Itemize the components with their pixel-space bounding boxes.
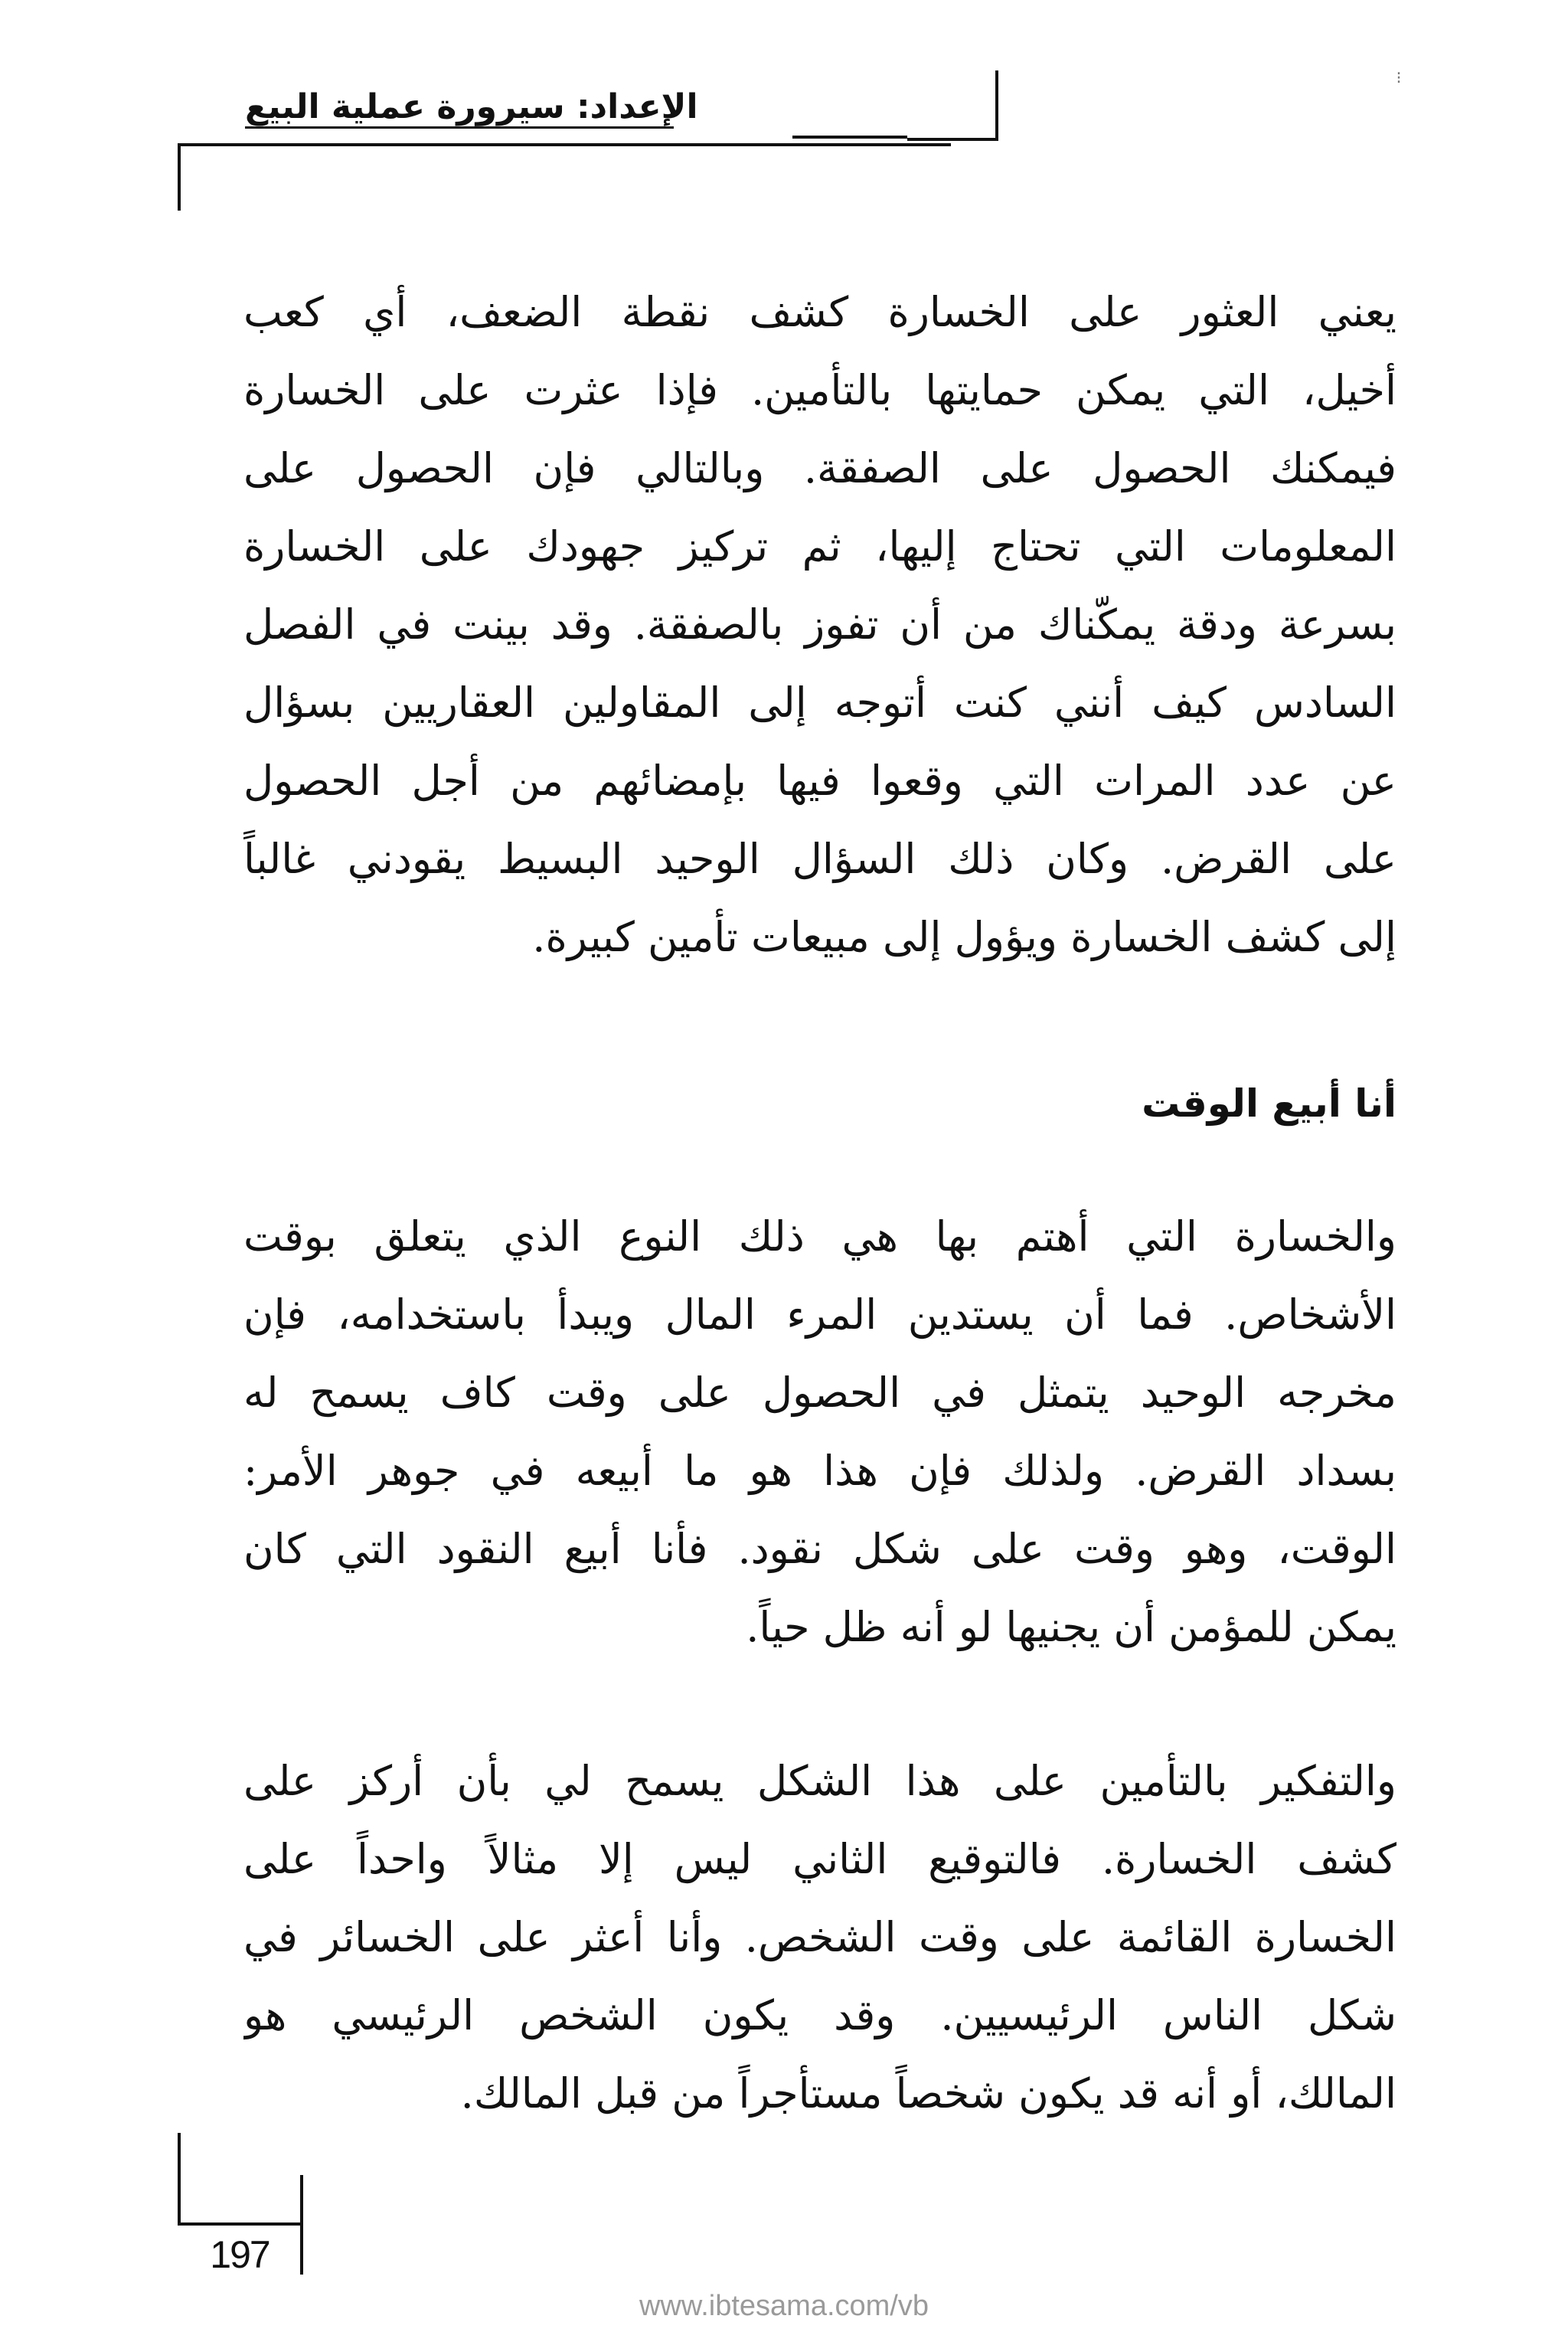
header-rule-right — [907, 138, 998, 141]
text-line: يمكن للمؤمن أن يجنيها لو أنه ظل حياً. — [746, 1603, 1396, 1651]
header-rule-segment — [792, 136, 907, 139]
page-number: 197 — [210, 2233, 270, 2276]
text-line: الوقت، وهو وقت على شكل نقود. فأنا أبيع النقود التي كان — [243, 1525, 1396, 1573]
margin-mark: ⁝ — [1396, 69, 1402, 88]
text-line: إلى كشف الخسارة ويؤول إلى مبيعات تأمين كبيرة. — [532, 913, 1396, 961]
paragraph-2 — [243, 1198, 1396, 1666]
watermark-url: www.ibtesama.com/vb — [639, 2290, 929, 2322]
section-heading: أنا أبيع الوقت — [1142, 1081, 1396, 1126]
text-line: السادس كيف أنني كنت أتوجه إلى المقاولين العقاريين بسؤال — [243, 679, 1396, 727]
text-line: فيمكنك الحصول على الصفقة. وبالتالي فإن الحصول على — [243, 444, 1396, 492]
text-line: الخسارة القائمة على وقت الشخص. وأنا أعثر على الخسائر في — [243, 1913, 1396, 1961]
text-line: بسرعة ودقة يمكّناك من أن تفوز بالصفقة. وقد بينت في الفصل — [243, 600, 1396, 649]
text-line: يعني العثور على الخسارة كشف نقطة الضعف، أي كعب — [243, 288, 1396, 336]
header-corner-right — [995, 70, 998, 141]
text-line: شكل الناس الرئيسيين. وقد يكون الشخص الرئيسي هو — [243, 1991, 1396, 2039]
footer-corner-left — [178, 2133, 181, 2225]
footer-rule-vertical — [300, 2175, 303, 2275]
text-line: المالك، أو أنه قد يكون شخصاً مستأجراً من قبل المالك. — [460, 2069, 1396, 2118]
paragraph-3 — [243, 1742, 1396, 2133]
text-line: عن عدد المرات التي وقعوا فيها بإمضائهم من أجل الحصول — [243, 757, 1396, 805]
text-line: على القرض. وكان ذلك السؤال الوحيد البسيط يقودني غالباً — [243, 835, 1396, 883]
text-line: بسداد القرض. ولذلك فإن هذا هو ما أبيعه في جوهر الأمر: — [243, 1447, 1396, 1495]
running-head: الإعداد: سيرورة عملية البيع — [245, 87, 698, 126]
text-line: كشف الخسارة. فالتوقيع الثاني ليس إلا مثالاً واحداً على — [243, 1835, 1396, 1883]
footer-rule — [178, 2222, 300, 2226]
text-line: المعلومات التي تحتاج إليها، ثم تركيز جهودك على الخسارة — [243, 522, 1396, 571]
text-line: أخيل، التي يمكن حمايتها بالتأمين. فإذا عثرت على الخسارة — [243, 366, 1396, 414]
text-line: والتفكير بالتأمين على هذا الشكل يسمح لي بأن أركز على — [243, 1757, 1396, 1805]
header-rule-left — [178, 143, 951, 146]
header-corner-left — [178, 143, 181, 211]
text-line: مخرجه الوحيد يتمثل في الحصول على وقت كاف يسمح له — [243, 1369, 1396, 1417]
text-line: والخسارة التي أهتم بها هي ذلك النوع الذي يتعلق بوقت — [243, 1212, 1396, 1261]
text-line: الأشخاص. فما أن يستدين المرء المال ويبدأ باستخدامه، فإن — [243, 1290, 1396, 1339]
paragraph-1 — [243, 273, 1396, 976]
